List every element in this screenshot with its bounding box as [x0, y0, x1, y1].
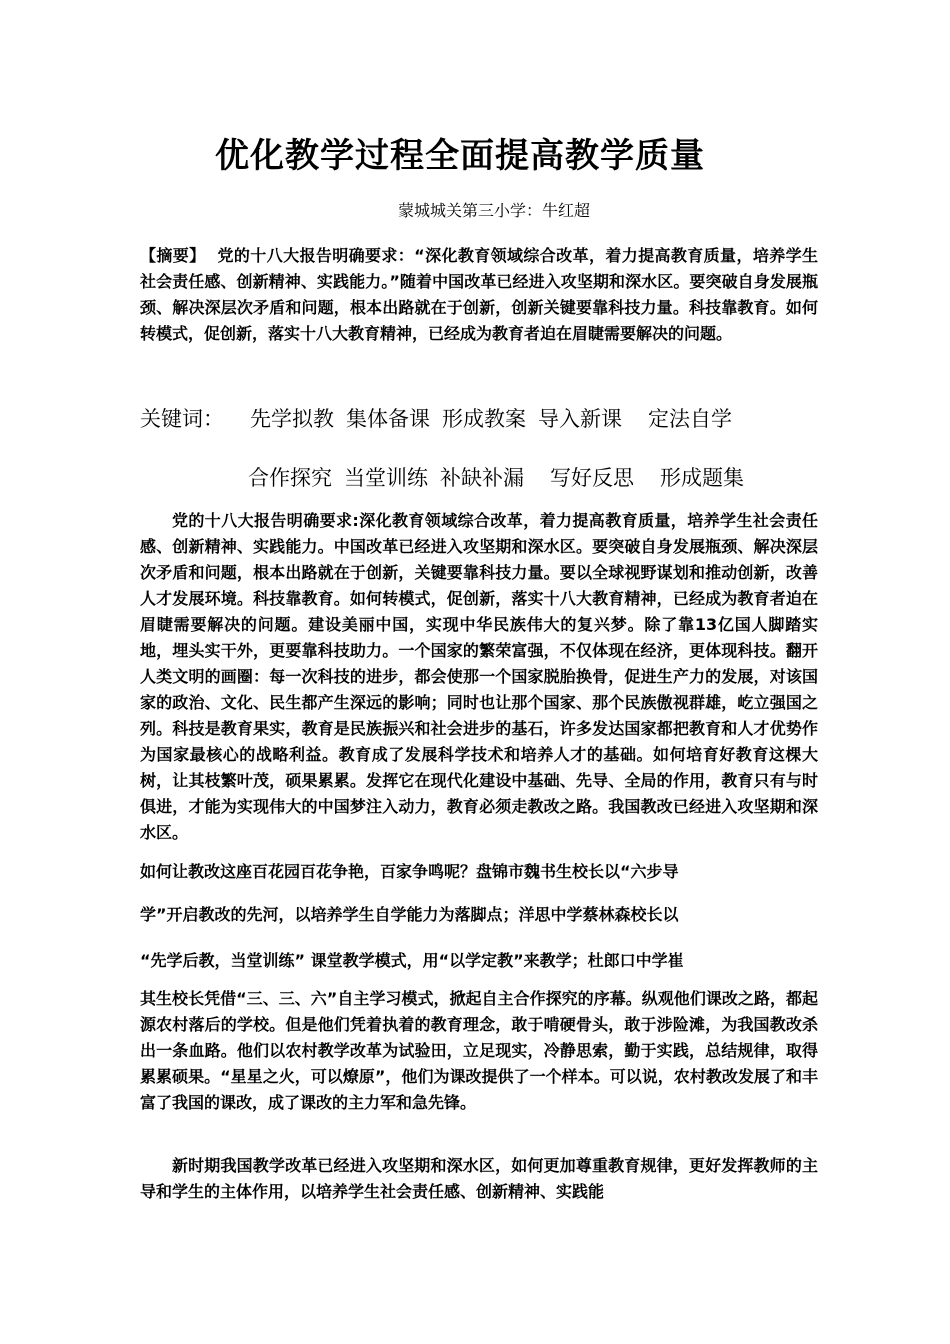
body-paragraph-2: 其生校长凭借“三、三、六”自主学习模式，掀起自主合作探究的序幕。纵观他们课改之路，都起源农村落后的学校。但是他们凭着执着的教育理念，敢于啃硬骨头，敢于涉险滩，为我国教改杀出一条血路。他们以农村教学改革为试验田，立足现实，冷静思索，勤于实践，总结规律，取得累累硕果。“星星之火，可以燎原”，他们为课改提供了一个样本。可以说，农村教改发展了和丰富了我国的课改，成了课改的主力军和急先锋。	[140, 989, 818, 1112]
keyword: 合作探究	[248, 466, 332, 490]
abstract-block	[140, 243, 818, 347]
keyword: 写好反思	[550, 466, 634, 490]
keyword: 形成教案	[442, 407, 526, 431]
abstract-label: 【摘要】	[140, 246, 206, 265]
keyword: 定法自学	[648, 407, 732, 431]
body-line-a: 如何让教改这座百花园百花争艳，百家争鸣呢？盘锦市魏书生校长以“六步导	[140, 862, 679, 881]
keyword: 先学拟教	[250, 407, 334, 431]
document-title: 优化教学过程全面提高教学质量	[215, 136, 705, 176]
author-line: 蒙城城关第三小学：牛红超	[398, 201, 591, 220]
body-line-b: 学”开启教改的先河，以培养学生自学能力为落脚点；洋思中学蔡林森校长以	[140, 905, 679, 924]
keyword: 集体备课	[346, 407, 430, 431]
keyword: 导入新课	[538, 407, 622, 431]
keyword: 形成题集	[660, 466, 744, 490]
keywords-row-2	[248, 462, 756, 492]
body-paragraph-3: 新时期我国教学改革已经进入攻坚期和深水区，如何更加尊重教育规律，更好发挥教师的主导和学生的主体作用，以培养学生社会责任感、创新精神、实践能	[140, 1156, 818, 1201]
body-paragraph-1: 党的十八大报告明确要求:深化教育领域综合改革，着力提高教育质量，培养学生社会责任感、创新精神、实践能力。中国改革已经进入攻坚期和深水区。要突破自身发展瓶颈、解决深层次矛盾和问题，根本出路就在于创新，关键要靠科技力量。要以全球视野谋划和推动创新，改善人才发展环境。科技靠教育。如何转模式，促创新，落实十八大教育精神，已经成为教育者迫在眉睫需要解决的问题。建设美丽中国，实现中华民族伟大的复兴梦。除了靠13亿国人脚踏实地，埋头实干外，更要靠科技助力。一个国家的繁荣富强，不仅体现在经济，更体现科技。翻开人类文明的画圈：每一次科技的进步，都会使那一个国家脱胎换骨，促进生产力的发展，对该国家的政治、文化、民生都产生深远的影响；同时也让那个国家、那个民族傲视群雄，屹立强国之列。科技是教育果实，教育是民族振兴和社会进步的基石，许多发达国家都把教育和人才优势作为国家最核心的战略利益。教育成了发展科学技术和培养人才的基础。如何培育好教育这棵大树，让其枝繁叶茂，硕果累累。发挥它在现代化建设中基础、先导、全局的作用，教育只有与时俱进，才能为实现伟大的中国梦注入动力，教育必须走教改之路。我国教改已经进入攻坚期和深水区。	[140, 511, 818, 842]
abstract-text: 党的十八大报告明确要求：“深化教育领域综合改革，着力提高教育质量，培养学生社会责任感、创新精神、实践能力。”随着中国改革已经进入攻坚期和深水区。要突破自身发展瓶颈、解决深层次矛盾和问题，根本出路就在于创新，创新关键要靠科技力量。科技靠教育。如何转模式，促创新，落实十八大教育精神，已经成为教育者迫在眉睫需要解决的问题。	[140, 246, 818, 343]
body-line-c: “先学后教，当堂训练” 课堂教学模式，用“以学定教”来教学；杜郎口中学崔	[140, 951, 684, 970]
keyword: 补缺补漏	[440, 466, 524, 490]
keywords-row-1	[140, 403, 744, 433]
keyword: 当堂训练	[344, 466, 428, 490]
keywords-label: 关键词：	[140, 407, 224, 431]
